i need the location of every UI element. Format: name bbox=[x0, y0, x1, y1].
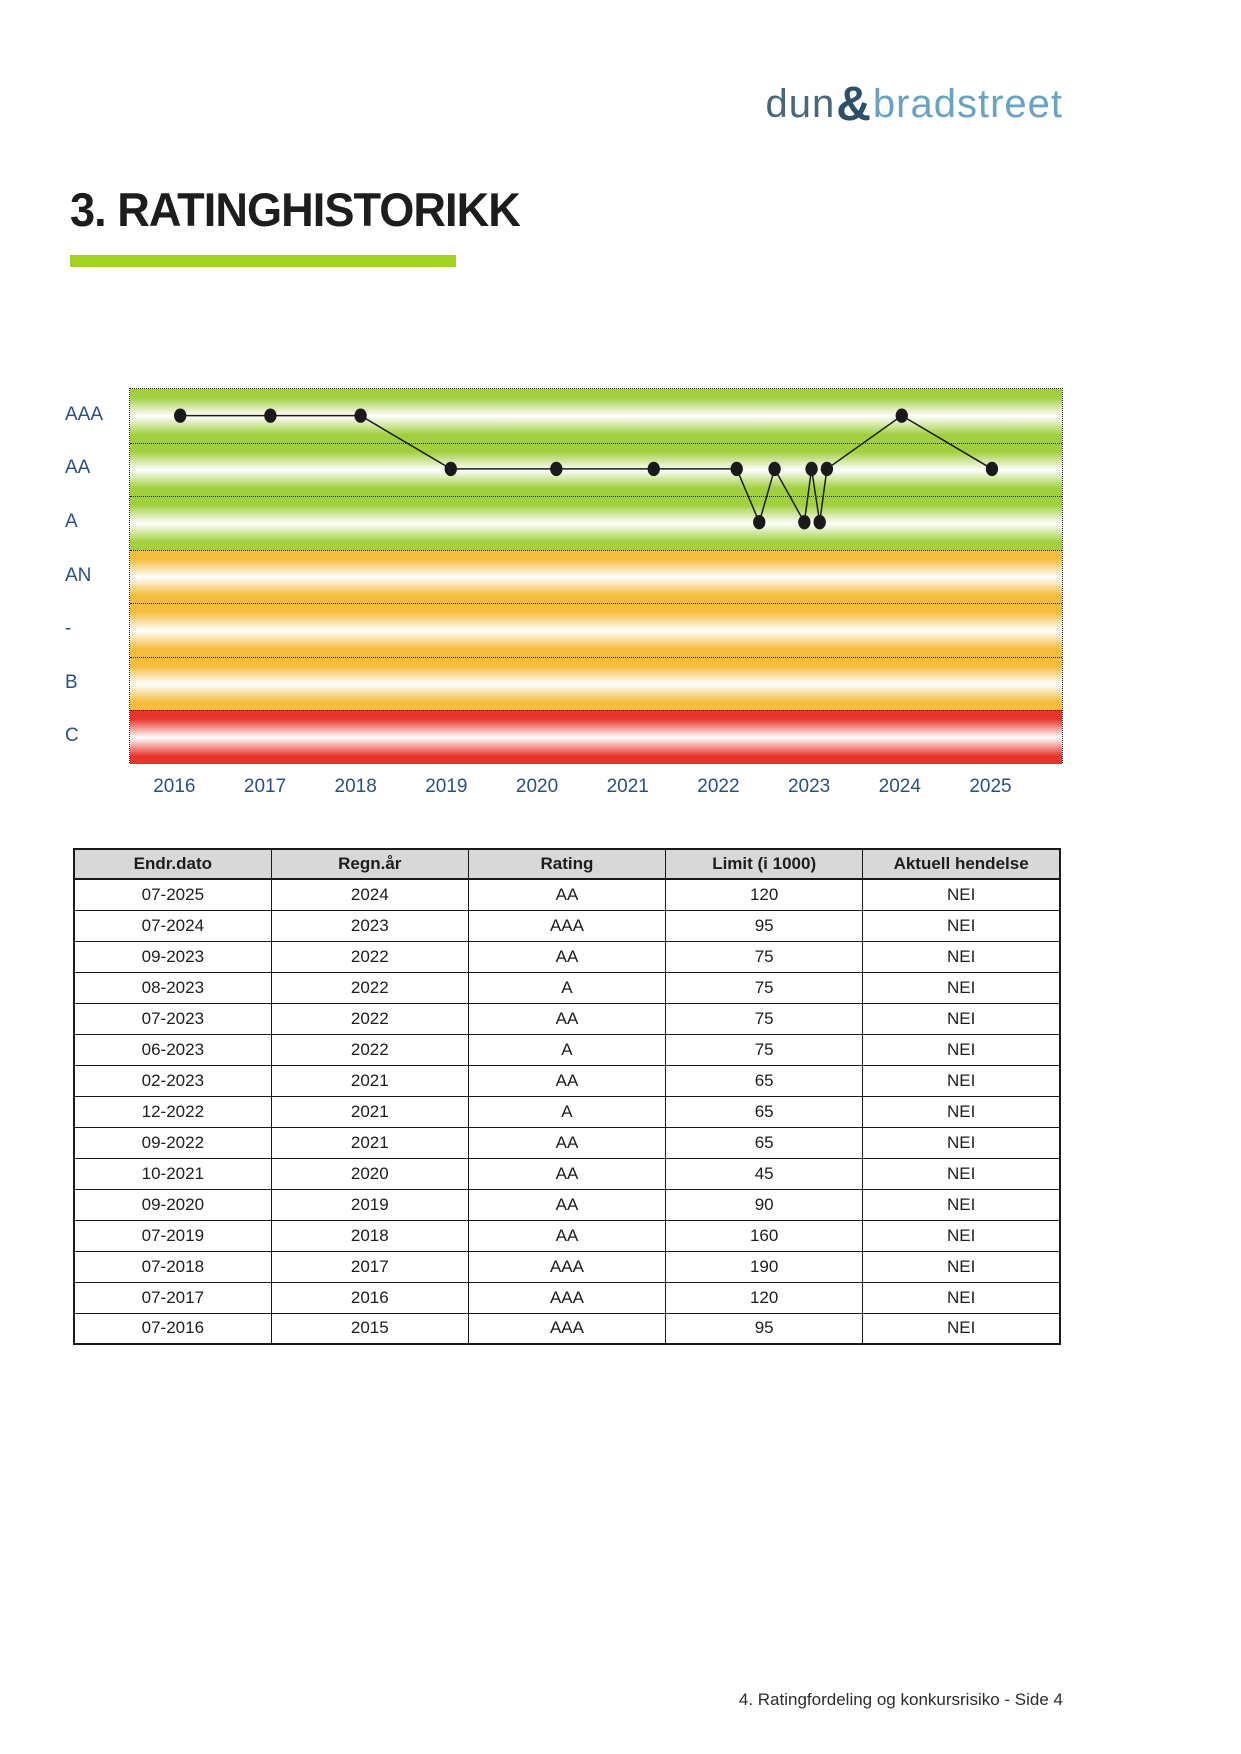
page-footer: 4. Ratingfordeling og konkursrisiko - Side 4 bbox=[738, 1690, 1063, 1709]
table-row bbox=[74, 1034, 1060, 1065]
table-cell: 45 bbox=[666, 1158, 863, 1189]
table-cell: 06-2023 bbox=[74, 1034, 271, 1065]
column-header: Rating bbox=[468, 849, 665, 879]
table-cell: 2016 bbox=[271, 1282, 468, 1313]
table-cell: AA bbox=[468, 1158, 665, 1189]
table-cell: 2018 bbox=[271, 1220, 468, 1251]
x-axis-label-2019: 2019 bbox=[425, 776, 468, 797]
table-cell: 09-2023 bbox=[74, 941, 271, 972]
data-point-10-2021-AA bbox=[648, 462, 660, 476]
data-point-07-2018-AAA bbox=[354, 408, 366, 422]
table-row bbox=[74, 1220, 1060, 1251]
table-row bbox=[74, 1096, 1060, 1127]
table-cell: 75 bbox=[666, 972, 863, 1003]
logo-word-dun: dun bbox=[765, 82, 836, 126]
data-point-09-2023-AA bbox=[821, 462, 833, 476]
table-cell: 2015 bbox=[271, 1313, 468, 1344]
table-cell: AAA bbox=[468, 1282, 665, 1313]
logo-word-bradstreet: bradstreet bbox=[872, 82, 1063, 126]
table-cell: 07-2017 bbox=[74, 1282, 271, 1313]
page-title: 3. RATINGHISTORIKK bbox=[70, 183, 520, 236]
x-axis-label-2016: 2016 bbox=[153, 776, 196, 797]
table-row bbox=[74, 1282, 1060, 1313]
table-row bbox=[74, 910, 1060, 941]
table-cell: AA bbox=[468, 1065, 665, 1096]
chart-plot-area bbox=[129, 388, 1063, 763]
table-row bbox=[74, 1189, 1060, 1220]
table-cell: 120 bbox=[666, 879, 863, 910]
table-cell: 07-2024 bbox=[74, 910, 271, 941]
table-cell: 07-2018 bbox=[74, 1251, 271, 1282]
table-cell: NEI bbox=[863, 910, 1060, 941]
table-cell: 2024 bbox=[271, 879, 468, 910]
logo-ampersand-icon: & bbox=[836, 78, 872, 131]
y-axis-label-AN: AN bbox=[65, 564, 92, 586]
data-point-06-2023-A bbox=[798, 515, 810, 529]
table-row bbox=[74, 1003, 1060, 1034]
title-accent-bar bbox=[70, 255, 456, 267]
x-axis-label-2024: 2024 bbox=[878, 776, 921, 797]
table-cell: AA bbox=[468, 1220, 665, 1251]
table-row bbox=[74, 879, 1060, 910]
x-axis-label-2023: 2023 bbox=[787, 776, 831, 797]
table-cell: 08-2023 bbox=[74, 972, 271, 1003]
table-row bbox=[74, 941, 1060, 972]
x-axis-label-2020: 2020 bbox=[515, 776, 559, 797]
table-cell: NEI bbox=[863, 1282, 1060, 1313]
table-cell: 2021 bbox=[271, 1096, 468, 1127]
data-point-07-2016-AAA bbox=[174, 408, 186, 422]
column-header: Endr.dato bbox=[74, 849, 271, 879]
table-cell: AA bbox=[468, 1127, 665, 1158]
table-cell: 75 bbox=[666, 1034, 863, 1065]
table-cell: NEI bbox=[863, 1251, 1060, 1282]
table-cell: 75 bbox=[666, 1003, 863, 1034]
table-cell: A bbox=[468, 972, 665, 1003]
data-point-12-2022-A bbox=[753, 515, 765, 529]
table-cell: 07-2016 bbox=[74, 1313, 271, 1344]
table-cell: 07-2023 bbox=[74, 1003, 271, 1034]
table-cell: AA bbox=[468, 1189, 665, 1220]
table-row bbox=[74, 1313, 1060, 1344]
column-header: Regn.år bbox=[271, 849, 468, 879]
table-cell: NEI bbox=[863, 1158, 1060, 1189]
table-cell: NEI bbox=[863, 1096, 1060, 1127]
table-cell: 09-2022 bbox=[74, 1127, 271, 1158]
table-cell: A bbox=[468, 1096, 665, 1127]
rating-trend-line bbox=[180, 416, 992, 523]
table-cell: AA bbox=[468, 941, 665, 972]
column-header: Aktuell hendelse bbox=[863, 849, 1060, 879]
table-cell: 2022 bbox=[271, 972, 468, 1003]
table-cell: A bbox=[468, 1034, 665, 1065]
table-cell: AA bbox=[468, 1003, 665, 1034]
table-row bbox=[74, 1251, 1060, 1282]
x-axis-label-2017: 2017 bbox=[243, 776, 287, 797]
table-cell: AAA bbox=[468, 1313, 665, 1344]
x-axis-label-2021: 2021 bbox=[606, 776, 649, 797]
data-point-07-2017-AAA bbox=[264, 408, 276, 422]
table-cell: 02-2023 bbox=[74, 1065, 271, 1096]
table-cell: AA bbox=[468, 879, 665, 910]
table-cell: 07-2019 bbox=[74, 1220, 271, 1251]
table-cell: NEI bbox=[863, 1034, 1060, 1065]
rating-history-table bbox=[73, 848, 1061, 1345]
table-cell: 75 bbox=[666, 941, 863, 972]
column-header: Limit (i 1000) bbox=[666, 849, 863, 879]
table-cell: 2022 bbox=[271, 941, 468, 972]
table-cell: NEI bbox=[863, 1189, 1060, 1220]
table-cell: NEI bbox=[863, 879, 1060, 910]
table-header-row bbox=[74, 849, 1060, 879]
table-cell: 12-2022 bbox=[74, 1096, 271, 1127]
table-cell: 90 bbox=[666, 1189, 863, 1220]
data-point-07-2019-AA bbox=[445, 462, 457, 476]
table-cell: 10-2021 bbox=[74, 1158, 271, 1189]
rating-line-series bbox=[130, 389, 1062, 762]
table-cell: AAA bbox=[468, 1251, 665, 1282]
table-cell: NEI bbox=[863, 941, 1060, 972]
y-axis-label-AAA: AAA bbox=[65, 403, 104, 425]
data-point-09-2020-AA bbox=[550, 462, 562, 476]
table-cell: NEI bbox=[863, 1127, 1060, 1158]
data-point-07-2024-AAA bbox=[896, 408, 908, 422]
x-axis-label-2018: 2018 bbox=[334, 776, 377, 797]
y-axis-label-A: A bbox=[65, 510, 78, 532]
table-cell: 2021 bbox=[271, 1065, 468, 1096]
table-cell: NEI bbox=[863, 1313, 1060, 1344]
data-point-09-2022-AA bbox=[731, 462, 743, 476]
dun-bradstreet-logo bbox=[765, 74, 1063, 129]
table-cell: NEI bbox=[863, 1065, 1060, 1096]
table-cell: 120 bbox=[666, 1282, 863, 1313]
table-cell: 65 bbox=[666, 1127, 863, 1158]
table-cell: 2020 bbox=[271, 1158, 468, 1189]
data-point-02-2023-AA bbox=[768, 462, 780, 476]
table-cell: 07-2025 bbox=[74, 879, 271, 910]
table-cell: 2023 bbox=[271, 910, 468, 941]
table-cell: NEI bbox=[863, 972, 1060, 1003]
table-cell: 95 bbox=[666, 1313, 863, 1344]
table-row bbox=[74, 972, 1060, 1003]
table-row bbox=[74, 1158, 1060, 1189]
y-axis-label-C: C bbox=[65, 725, 79, 747]
table-cell: 2017 bbox=[271, 1251, 468, 1282]
table-cell: 160 bbox=[666, 1220, 863, 1251]
table-cell: 65 bbox=[666, 1096, 863, 1127]
table-row bbox=[74, 1127, 1060, 1158]
data-point-08-2023-A bbox=[814, 515, 826, 529]
data-point-07-2025-AA bbox=[986, 462, 998, 476]
table-cell: 2019 bbox=[271, 1189, 468, 1220]
table-cell: NEI bbox=[863, 1220, 1060, 1251]
x-axis-label-2022: 2022 bbox=[697, 776, 740, 797]
table-cell: NEI bbox=[863, 1003, 1060, 1034]
table-cell: 65 bbox=[666, 1065, 863, 1096]
y-axis-label-B: B bbox=[65, 671, 78, 693]
y-axis-label-AA: AA bbox=[65, 457, 91, 479]
table-cell: 190 bbox=[666, 1251, 863, 1282]
data-point-07-2023-AA bbox=[805, 462, 817, 476]
x-axis-label-2025: 2025 bbox=[969, 776, 1012, 797]
table-cell: 2022 bbox=[271, 1003, 468, 1034]
table-cell: 09-2020 bbox=[74, 1189, 271, 1220]
table-cell: 2021 bbox=[271, 1127, 468, 1158]
table-row bbox=[74, 1065, 1060, 1096]
table-cell: 95 bbox=[666, 910, 863, 941]
table-cell: 2022 bbox=[271, 1034, 468, 1065]
y-axis-label--: - bbox=[65, 618, 72, 640]
table-cell: AAA bbox=[468, 910, 665, 941]
